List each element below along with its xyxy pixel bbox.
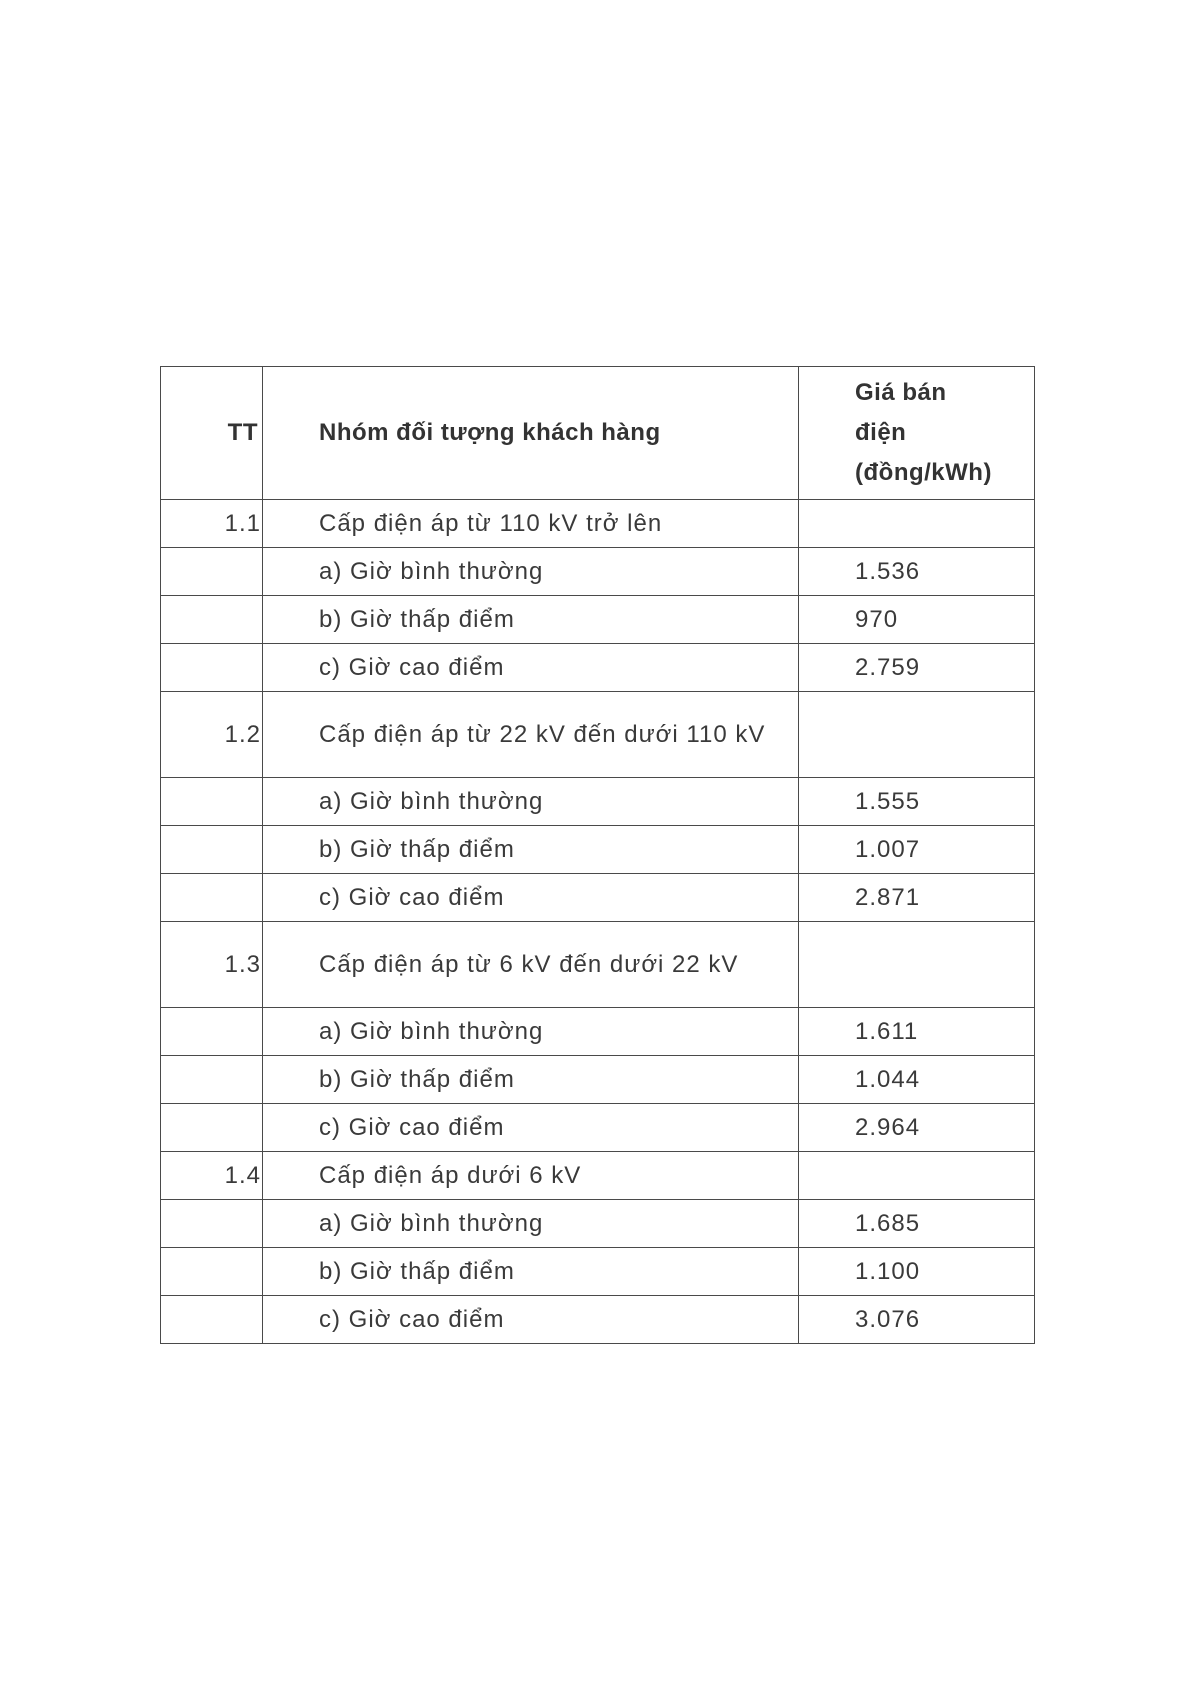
cell-customer-group: c) Giờ cao điểm	[263, 1296, 799, 1344]
cell-price: 1.044	[799, 1056, 1035, 1104]
table-row	[161, 1104, 1035, 1152]
header-price	[799, 367, 1035, 500]
electricity-price-table	[160, 366, 1035, 1344]
cell-customer-group: b) Giờ thấp điểm	[263, 1056, 799, 1104]
cell-customer-group: b) Giờ thấp điểm	[263, 826, 799, 874]
table-row	[161, 1056, 1035, 1104]
cell-tt	[161, 548, 263, 596]
cell-price: 970	[799, 596, 1035, 644]
cell-tt	[161, 1056, 263, 1104]
cell-tt	[161, 778, 263, 826]
table-row	[161, 500, 1035, 548]
cell-customer-group: a) Giờ bình thường	[263, 548, 799, 596]
cell-customer-group: Cấp điện áp từ 22 kV đến dưới 110 kV	[263, 692, 799, 778]
cell-price: 1.100	[799, 1248, 1035, 1296]
cell-price: 2.871	[799, 874, 1035, 922]
table-row	[161, 644, 1035, 692]
cell-price: 1.611	[799, 1008, 1035, 1056]
cell-price: 2.759	[799, 644, 1035, 692]
cell-tt	[161, 1248, 263, 1296]
cell-customer-group: a) Giờ bình thường	[263, 778, 799, 826]
table-row	[161, 692, 1035, 778]
header-tt: TT	[161, 367, 263, 500]
cell-tt: 1.2	[161, 692, 263, 778]
cell-customer-group: b) Giờ thấp điểm	[263, 1248, 799, 1296]
table-row	[161, 1296, 1035, 1344]
table-row	[161, 826, 1035, 874]
table-row	[161, 1152, 1035, 1200]
cell-price: 1.555	[799, 778, 1035, 826]
header-price-line-3: (đồng/kWh)	[855, 459, 992, 486]
table-row	[161, 1200, 1035, 1248]
cell-customer-group: a) Giờ bình thường	[263, 1008, 799, 1056]
cell-price	[799, 692, 1035, 778]
cell-tt: 1.4	[161, 1152, 263, 1200]
cell-price: 1.536	[799, 548, 1035, 596]
table-row	[161, 874, 1035, 922]
table-row	[161, 922, 1035, 1008]
cell-customer-group: c) Giờ cao điểm	[263, 874, 799, 922]
cell-price: 3.076	[799, 1296, 1035, 1344]
cell-price: 1.685	[799, 1200, 1035, 1248]
cell-tt	[161, 596, 263, 644]
header-price-line-2: điện	[855, 419, 907, 446]
cell-tt	[161, 1104, 263, 1152]
table-row	[161, 1248, 1035, 1296]
cell-tt	[161, 874, 263, 922]
cell-customer-group: Cấp điện áp từ 6 kV đến dưới 22 kV	[263, 922, 799, 1008]
cell-price: 1.007	[799, 826, 1035, 874]
cell-tt	[161, 826, 263, 874]
cell-customer-group: a) Giờ bình thường	[263, 1200, 799, 1248]
table-row	[161, 548, 1035, 596]
cell-tt	[161, 644, 263, 692]
cell-customer-group: c) Giờ cao điểm	[263, 1104, 799, 1152]
cell-tt: 1.1	[161, 500, 263, 548]
cell-price	[799, 922, 1035, 1008]
table-row	[161, 596, 1035, 644]
cell-customer-group: c) Giờ cao điểm	[263, 644, 799, 692]
cell-tt	[161, 1008, 263, 1056]
cell-tt: 1.3	[161, 922, 263, 1008]
header-customer-group: Nhóm đối tượng khách hàng	[263, 367, 799, 500]
cell-customer-group: b) Giờ thấp điểm	[263, 596, 799, 644]
cell-price	[799, 500, 1035, 548]
cell-price: 2.964	[799, 1104, 1035, 1152]
cell-customer-group: Cấp điện áp dưới 6 kV	[263, 1152, 799, 1200]
cell-customer-group: Cấp điện áp từ 110 kV trở lên	[263, 500, 799, 548]
cell-tt	[161, 1296, 263, 1344]
cell-tt	[161, 1200, 263, 1248]
table-row	[161, 1008, 1035, 1056]
cell-price	[799, 1152, 1035, 1200]
header-price-line-1: Giá bán	[855, 379, 947, 406]
table-row	[161, 778, 1035, 826]
table-header-row	[161, 367, 1035, 500]
